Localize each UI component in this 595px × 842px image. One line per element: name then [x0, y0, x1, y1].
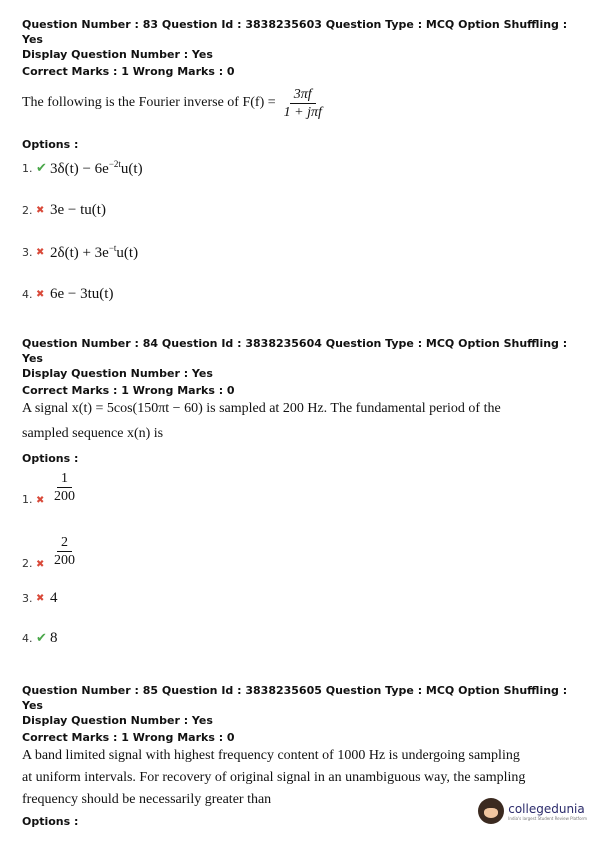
option-4[interactable]	[22, 628, 577, 648]
option-2[interactable]	[22, 532, 577, 570]
marks: Correct Marks : 1 Wrong Marks : 0	[22, 65, 235, 78]
option-text: 4	[50, 589, 58, 606]
option-number: 2.	[22, 557, 33, 570]
option-text: $3\delta(t) - 6e^{-2t}u(t)$	[50, 158, 143, 177]
cross-icon: ✖	[36, 246, 45, 258]
marks: Correct Marks : 1 Wrong Marks : 0	[22, 384, 235, 397]
fraction-denominator: 200	[54, 552, 75, 568]
display-question-number: Display Question Number : Yes	[22, 48, 213, 61]
cross-icon: ✖	[36, 495, 45, 506]
option-number: 4.	[22, 631, 33, 645]
option-4[interactable]	[22, 284, 577, 304]
option-number: 1.	[22, 493, 33, 506]
cross-icon: ✖	[36, 559, 45, 570]
question-meta: Question Number : 83 Question Id : 3838235603 Question Type : MCQ Option Shuffling : Yes	[22, 18, 568, 46]
options-label: Options :	[22, 138, 79, 151]
cross-icon: ✖	[36, 288, 45, 300]
marks: Correct Marks : 1 Wrong Marks : 0	[22, 731, 235, 744]
fraction-numerator: 3πf	[290, 86, 316, 104]
option-fraction	[50, 534, 79, 569]
option-text: 3e − tu(t)	[50, 201, 106, 218]
fraction-denominator: 1 + jπf	[283, 104, 322, 120]
option-fraction	[50, 470, 79, 505]
question-84	[22, 336, 577, 648]
question-meta: Question Number : 85 Question Id : 3838235605 Question Type : MCQ Option Shuffling : Yes	[22, 684, 568, 712]
options-label: Options :	[22, 452, 79, 465]
option-number: 1.	[22, 161, 33, 175]
option-text: $2\delta(t) + 3e^{-t}u(t)$	[50, 242, 139, 261]
option-text: 6e − 3tu(t)	[50, 285, 114, 302]
question-83	[22, 17, 577, 304]
option-3[interactable]	[22, 588, 577, 608]
check-icon: ✔	[36, 630, 47, 646]
option-number: 3.	[22, 591, 33, 605]
logo-tagline: India's largest Student Review Platform	[508, 815, 587, 821]
stem-line-1: A band limited signal with highest frequency content of 1000 Hz is undergoing sampling	[22, 748, 520, 763]
option-number: 4.	[22, 287, 33, 301]
check-icon: ✔	[36, 160, 47, 176]
stem-line-2: sampled sequence x(n) is	[22, 426, 164, 441]
question-meta: Question Number : 84 Question Id : 3838235604 Question Type : MCQ Option Shuffling : Yes	[22, 337, 568, 365]
display-question-number: Display Question Number : Yes	[22, 714, 213, 727]
fraction-numerator: 2	[57, 534, 72, 552]
options-label: Options :	[22, 815, 79, 828]
stem-line-1: A signal x(t) = 5cos(150πt − 60) is sampled at 200 Hz. The fundamental period of the	[22, 401, 501, 416]
logo-name: collegedunia	[508, 801, 585, 816]
cross-icon: ✖	[36, 592, 45, 604]
option-3[interactable]	[22, 242, 577, 262]
stem-text: The following is the Fourier inverse of F(f) =	[22, 95, 276, 110]
logo-face-icon	[478, 798, 504, 824]
stem-line-2: at uniform intervals. For recovery of original signal in an unambiguous way, the sampling	[22, 770, 526, 785]
question-stem	[22, 81, 577, 125]
option-number: 2.	[22, 203, 33, 217]
stem-fraction	[280, 86, 326, 121]
cross-icon: ✖	[36, 204, 45, 216]
option-2[interactable]	[22, 200, 577, 220]
option-text: 8	[50, 629, 58, 646]
collegedunia-logo	[478, 798, 587, 824]
fraction-numerator: 1	[57, 470, 72, 488]
fraction-denominator: 200	[54, 488, 75, 504]
option-1[interactable]	[22, 158, 577, 178]
option-1[interactable]	[22, 468, 577, 506]
option-number: 3.	[22, 245, 33, 259]
stem-line-3: frequency should be necessarily greater than	[22, 792, 272, 807]
display-question-number: Display Question Number : Yes	[22, 367, 213, 380]
